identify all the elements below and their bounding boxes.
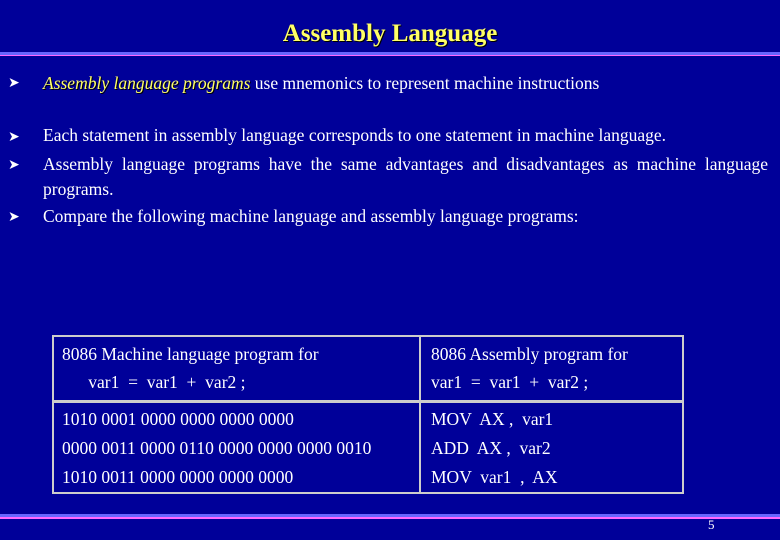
arrowhead-bullet-icon: ➤	[8, 209, 20, 225]
table-row-machine: 0000 0011 0000 0110 0000 0000 0000 0010	[62, 438, 372, 458]
table-row-machine: 1010 0001 0000 0000 0000 0000	[62, 409, 294, 429]
table-row-assembly: MOV AX , var1	[431, 409, 554, 429]
table-row-machine: 1010 0011 0000 0000 0000 0000	[62, 467, 294, 487]
slide-title: Assembly Language	[282, 20, 498, 47]
table-column-divider	[419, 335, 421, 494]
table-row-assembly: ADD AX , var2	[431, 438, 551, 458]
bullet-2: Each statement in assembly language corresponds to one statement in machine language.	[43, 125, 666, 145]
table-header-assembly-line2: var1 = var1 + var2 ;	[431, 372, 589, 392]
page-number: 5	[708, 517, 715, 532]
table-header-divider	[52, 400, 684, 403]
title-divider-accent	[0, 55, 780, 56]
bullet-3: Assembly language programs have the same advantages and disadvantages as machine language programs.	[43, 154, 768, 199]
table-header-machine-line2: var1 = var1 + var2 ;	[62, 372, 246, 392]
table-header-assembly-line1: 8086 Assembly program for	[431, 344, 628, 364]
bullet-1	[43, 71, 768, 96]
bullet-1-text: use mnemonics to represent machine instructions	[250, 73, 600, 93]
table-row-assembly: MOV var1 , AX	[431, 467, 558, 487]
bullet-4: Compare the following machine language and assembly language programs:	[43, 206, 579, 226]
arrowhead-bullet-icon: ➤	[8, 75, 20, 91]
bullet-1-italic: Assembly language programs	[43, 73, 251, 93]
footer-divider-accent	[0, 517, 780, 519]
table-header-machine-line1: 8086 Machine language program for	[62, 344, 319, 364]
arrowhead-bullet-icon: ➤	[8, 129, 20, 145]
arrowhead-bullet-icon: ➤	[8, 157, 20, 173]
title-bar	[0, 0, 780, 58]
